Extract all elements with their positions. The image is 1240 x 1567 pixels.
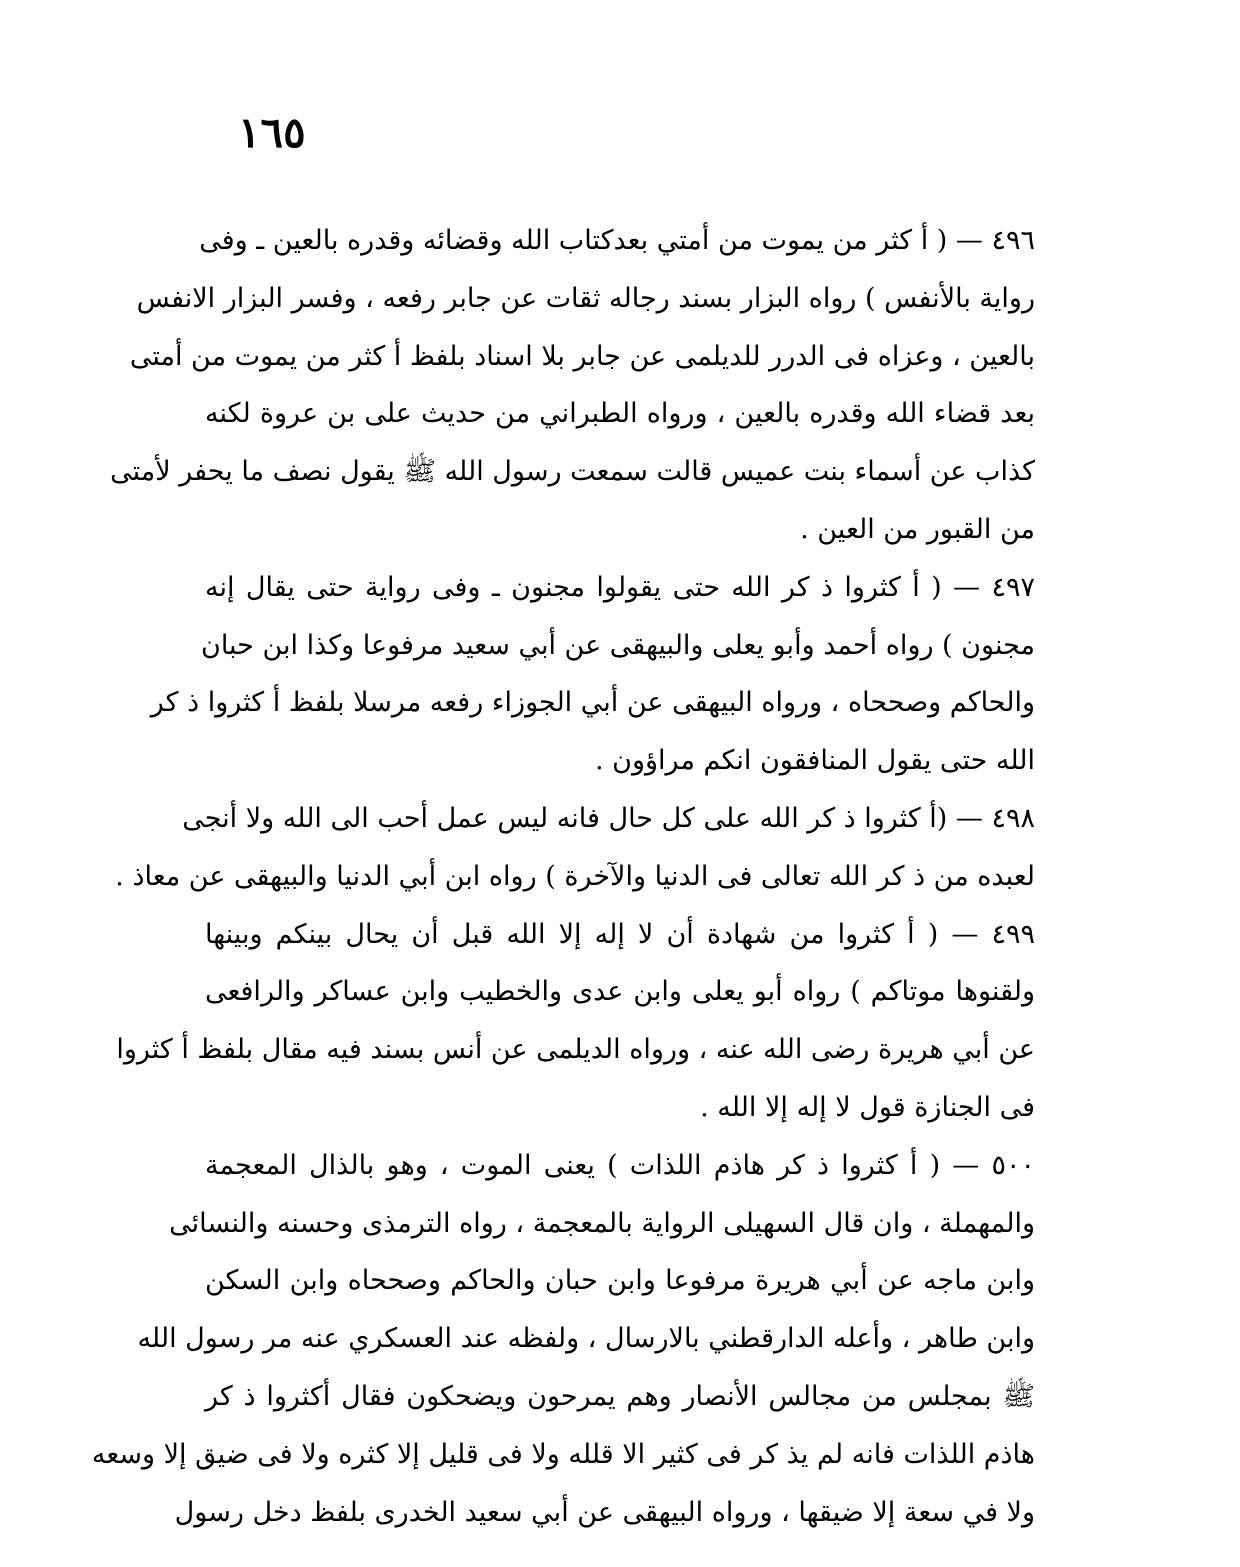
text-line: لعبده من ذ كر الله تعالى فى الدنيا والآخرة ) رواه ابن أبي الدنيا والبيهقى عن معاذ . [115,860,1035,892]
text-line: ٤٩٩ — ( أ كثروا من شهادة أن لا إله إلا الله قبل أن يحال بينكم وبينها [205,918,1035,950]
text-line: ولقنوها موتاكم ) رواه أبو يعلى وابن عدى والخطيب وابن عساكر والرافعى [205,976,1035,1008]
text-line: عن أبي هريرة رضى الله عنه ، ورواه الديلمى عن أنس بسند فيه مقال بلفظ أ كثروا [116,1034,1035,1066]
text-line: مجنون ) رواه أحمد وأبو يعلى والبيهقى عن أبي سعيد مرفوعا وكذا ابن حبان [200,629,1035,661]
text-line: ٤٩٧ — ( أ كثروا ذ كر الله حتى يقولوا مجنون ـ وفى رواية حتى يقال إنه [205,571,1035,603]
text-line: هاذم اللذات فانه لم يذ كر فى كثير الا قلله ولا فى قليل إلا كثره ولا فى ضيق إلا وسعه [91,1438,1035,1470]
text-line: ٥٠٠ — ( أ كثروا ذ كر هاذم اللذات ) يعنى الموت ، وهو بالذال المعجمة [205,1149,1035,1181]
hadith-text-block [91,212,1035,1541]
text-line: وابن طاهر ، وأعله الدارقطني بالارسال ، ولفظه عند العسكري عنه مر رسول الله [137,1323,1035,1355]
text-line: والحاكم وصححاه ، ورواه البيهقى عن أبي الجوزاء رفعه مرسلا بلفظ أ كثروا ذ كر [150,687,1035,719]
text-line: بالعين ، وعزاه فى الدرر للديلمى عن جابر بلا اسناد بلفظ أ كثر من يموت من أمتى [129,340,1035,372]
text-line: ٤٩٦ — ( أ كثر من يموت من أمتي بعدكتاب الله وقضائه وقدره بالعين ـ وفى [199,225,1035,256]
text-line: ٤٩٨ — (أ كثروا ذ كر الله على كل حال فانه ليس عمل أحب الى الله ولا أنجى [182,802,1035,834]
text-line: والمهملة ، وان قال السهيلى الرواية بالمعجمة ، رواه الترمذى وحسنه والنسائى [169,1207,1035,1239]
text-line: ولا في سعة إلا ضيقها ، ورواه البيهقى عن أبي سعيد الخدرى بلفظ دخل رسول [174,1496,1035,1528]
text-line: فى الجنازة قول لا إله إلا الله . [700,1091,1035,1123]
text-line: الله حتى يقول المنافقون انكم مراؤون . [594,745,1035,777]
text-line: بعد قضاء الله وقدره بالعين ، ورواه الطبراني من حديث على بن عروة لكنه [205,398,1035,430]
text-line: ﷺ بمجلس من مجالس الأنصار وهم يمرحون ويضحكون فقال أكثروا ذ كر [205,1380,1035,1412]
text-line: وابن ماجه عن أبي هريرة مرفوعا وابن حبان والحاكم وصححاه وابن السكن [205,1265,1035,1297]
text-line: رواية بالأنفس ) رواه البزار بسند رجاله ثقات عن جابر رفعه ، وفسر البزار الانفس [136,282,1035,314]
text-line: كذاب عن أسماء بنت عميس قالت سمعت رسول الله ﷺ يقول نصف ما يحفر لأمتى [110,456,1035,488]
page-number: ١٦٥ [238,108,306,157]
text-line: من القبور من العين . [800,513,1035,545]
